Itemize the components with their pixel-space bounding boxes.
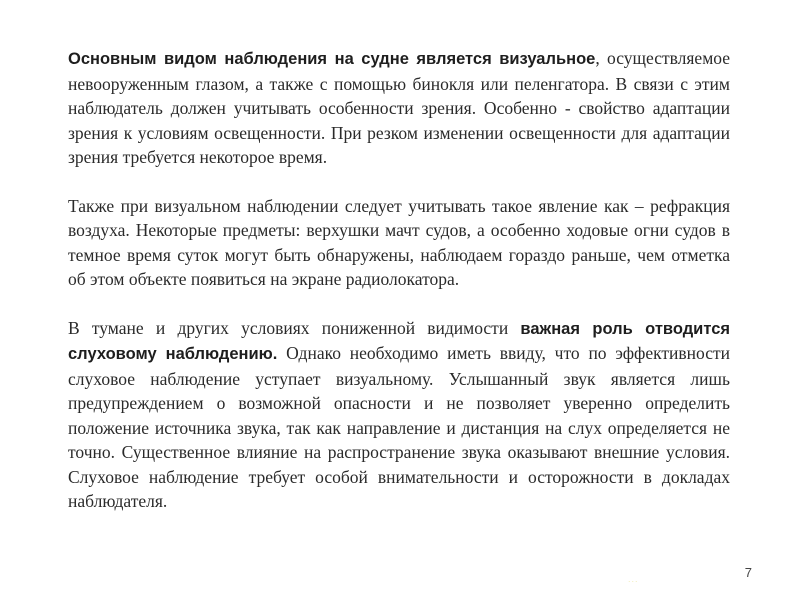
paragraph-visual-observation (68, 46, 730, 170)
page-number: 7 (744, 565, 752, 580)
paragraph-sound-observation (68, 316, 730, 514)
slide-body (68, 46, 730, 514)
paragraph-1-text: , осуществляемое невооруженным глазом, а также с помощью бинокля или пеленгатора. В связи с этим наблюдатель должен учитывать особенности зрения. Особенно - свойство адаптации зрения к условиям освещенности. При резком изменении освещенности для адаптации зрения требуется некоторое время. (68, 48, 730, 167)
paragraph-3-bold: важная роль отводится слуховому наблюдению. (68, 319, 730, 363)
footer-mark: ... (628, 574, 639, 584)
paragraph-3-text-before: В тумане и других условиях пониженной видимости (68, 317, 521, 338)
paragraph-refraction (68, 194, 730, 292)
paragraph-3-text-after: Однако необходимо иметь ввиду, что по эффективности слуховое наблюдение уступает визуальному. Услышанный звук является лишь предупреждением о возможной опасности и не позволяет уверенно определить положение источника звука, так как направление и дистанция на слух определяется не точно. Существенное влияние на распространение звука оказывают внешние условия. Слуховое наблюдение требует особой внимательности и осторожности в докладах наблюдателя. (68, 343, 730, 511)
paragraph-1-bold-lead: Основным видом наблюдения на судне является визуальное (68, 50, 596, 68)
paragraph-2-text: Также при визуальном наблюдении следует учитывать такое явление как – рефракция воздуха. Некоторые предметы: верхушки мачт судов, а особенно ходовые огни судов в темное время суток могут быть обнаружены, наблюдаем гораздо раньше, чем отметка об этом объекте появиться на экране радиолокатора. (68, 195, 730, 289)
